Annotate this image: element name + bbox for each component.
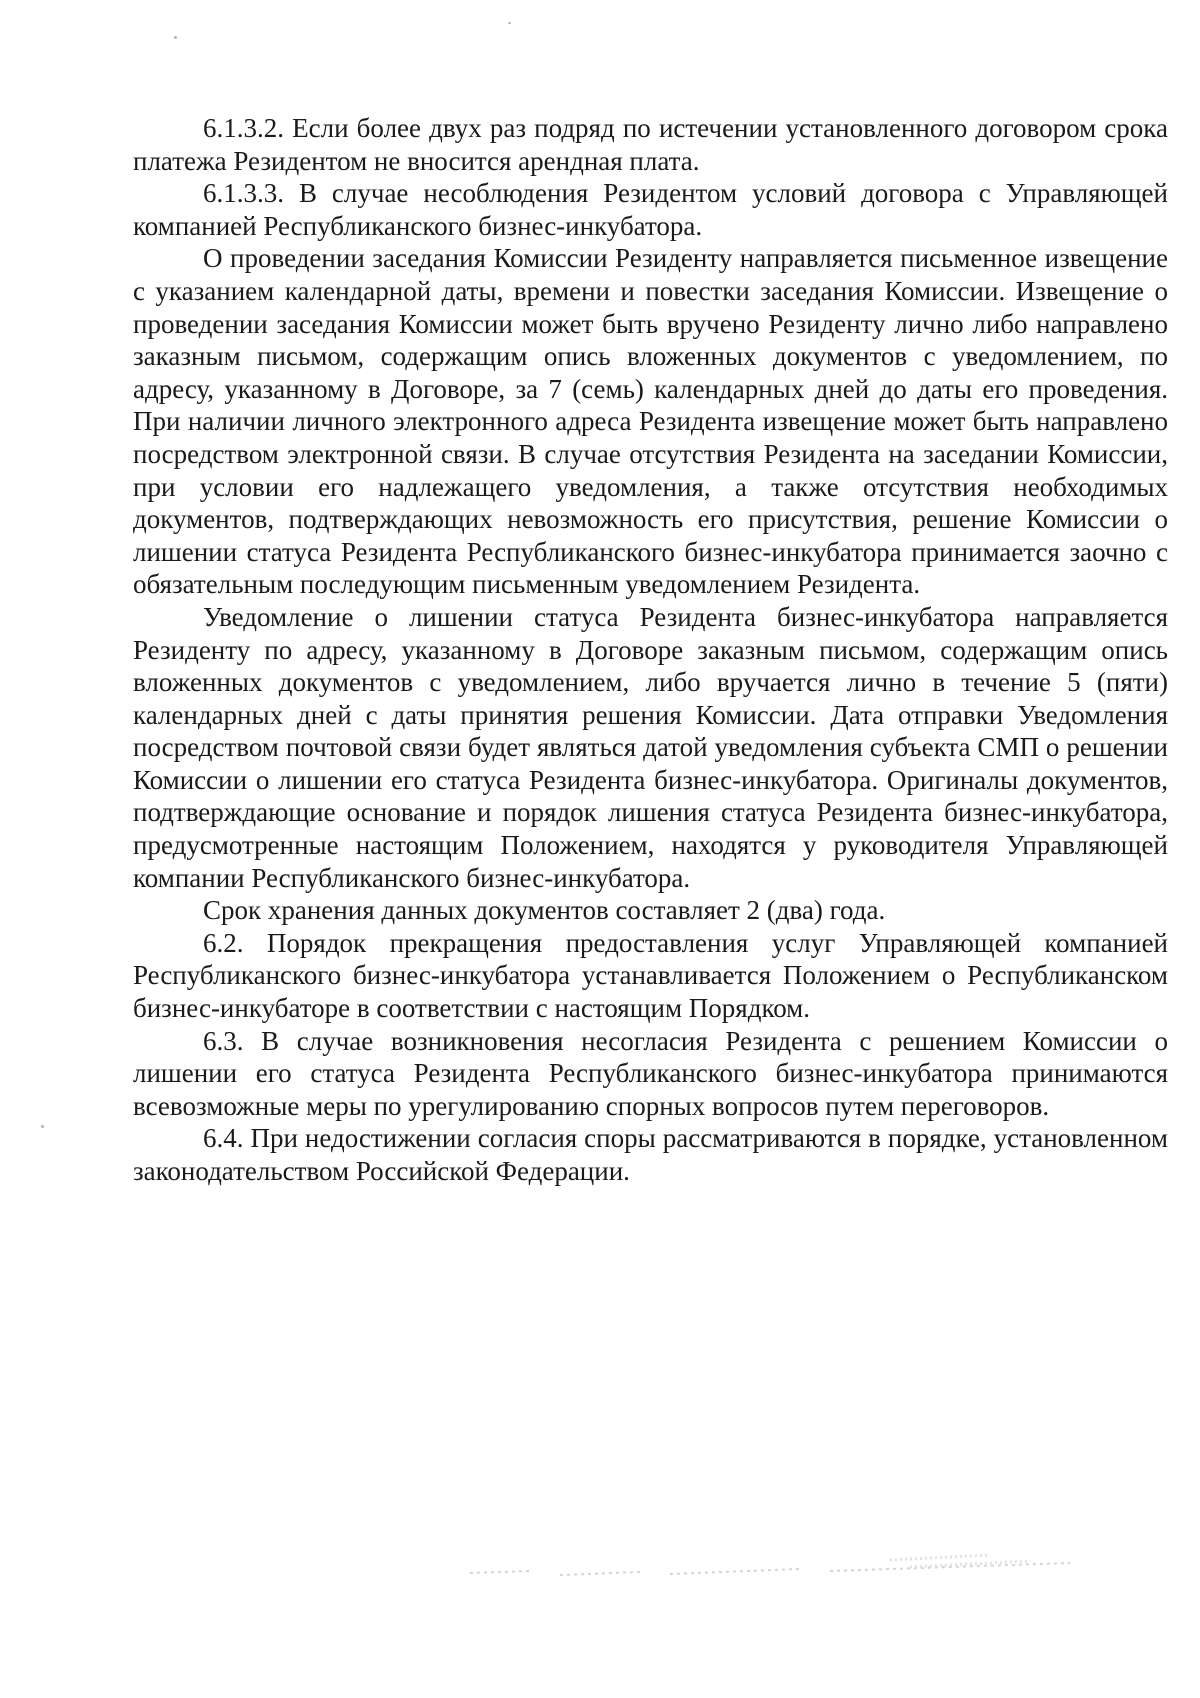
paragraph-6-3: 6.3. В случае возникновения несогласия Резидента с решением Комиссии о лишении его статуса Резидента Республиканского бизнес-инкубатора принимаются всевозможные меры по урегулированию спорных вопросов путем переговоров. [133,1025,1168,1121]
paragraph-storage-period: Срок хранения данных документов составляет 2 (два) года. [203,895,886,926]
scan-speck [174,36,177,39]
document-body [133,112,1168,1188]
paragraph-status-revocation-notice: Уведомление о лишении статуса Резидента бизнес-инкубатора направляется Резиденту по адресу, указанному в Договоре заказным письмом, содержащим опись вложенных документов с уведомлением, либо вручается лично в течение 5 (пяти) календарных дней с даты принятия решения Комиссии. Дата отправки Уведомления посредством почтовой связи будет являться датой уведомления субъекта СМП о решении Комиссии о лишении его статуса Резидента бизнес-инкубатора. Оригиналы документов, подтверждающие основание и порядок лишения статуса Резидента бизнес-инкубатора, предусмотренные настоящим Положением, находятся у руководителя Управляющей компании Республиканского бизнес-инкубатора. [133,601,1168,893]
scan-speck [41,1125,44,1128]
paragraph-6-4: 6.4. При недостижении согласия споры рассматриваются в порядке, установленном законодательством Российской Федерации. [133,1123,1168,1186]
paragraph-6-1-3-3: 6.1.3.3. В случае несоблюдения Резидентом условий договора с Управляющей компанией Республиканского бизнес-инкубатора. [133,178,1168,241]
paragraph-commission-notice: О проведении заседания Комиссии Резиденту направляется письменное извещение с указанием календарной даты, времени и повестки заседания Комиссии. Извещение о проведении заседания Комиссии может быть вручено Резиденту лично либо направлено заказным письмом, содержащим опись вложенных документов с уведомлением, по адресу, указанному в Договоре, за 7 (семь) календарных дней до даты его проведения. При наличии личного электронного адреса Резидента извещение может быть направлено посредством электронной связи. В случае отсутствия Резидента на заседании Комиссии, при условии его надлежащего уведомления, а также отсутствия необходимых документов, подтверждающих невозможность его присутствия, решение Комиссии о лишении статуса Резидента Республиканского бизнес-инкубатора принимается заочно с обязательным последующим письменным уведомлением Резидента. [133,243,1168,600]
faint-bleed-through-mark [470,1545,1090,1585]
paragraph-6-1-3-2: 6.1.3.2. Если более двух раз подряд по истечении установленного договором срока платежа Резидентом не вносится арендная плата. [133,113,1168,176]
paragraph-6-2: 6.2. Порядок прекращения предоставления услуг Управляющей компанией Республиканского бизнес-инкубатора устанавливается Положением о Республиканском бизнес-инкубаторе в соответствии с настоящим Порядком. [133,927,1168,1024]
scan-speck [508,22,511,24]
